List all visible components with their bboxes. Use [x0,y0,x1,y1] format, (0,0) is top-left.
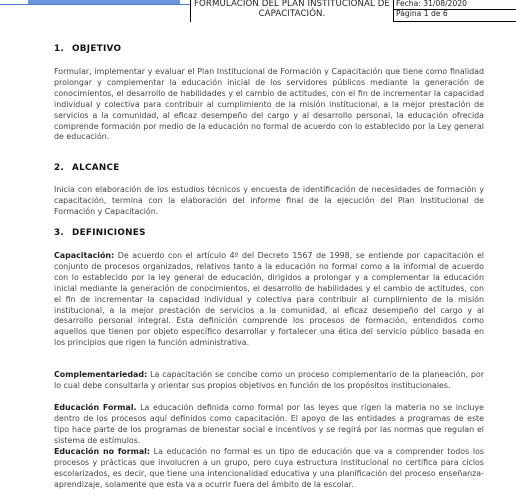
definition-text: La educación no formal es un tipo de educación que va a comprender todos los procesos y prácticas que involucren a un grupo, pero cuya estructura institucional no certifica para ciclos escolarizados, es decir, que tiene una intencionalidad educativa y una planificación del proceso enseñanza-aprendizaje, solamente que esta va a ocurrir fuera del ámbito de la escolar. [54,447,484,489]
definition-complementariedad [54,370,484,392]
section-title: OBJETIVO [72,44,122,54]
definition-text: La educación definida como formal por las leyes que rigen la materia no se incluye dentro de los procesos aquí definidos como capacitación. El apoyo de las entidades a programas de este tipo hace parte de los programas de bienestar social e incentivos y se regirá por las normas que regulan el sistema de estímulos. [54,403,484,445]
header-page-number: Página 1 de 6 [396,9,448,18]
definition-term: Complementariedad: [54,370,148,379]
document-header [0,0,516,22]
section-heading-definiciones [54,228,146,238]
header-logo-bar [28,0,180,4]
definition-text: La capacitación se concibe como un proceso complementario de la planeación, por lo cual debe consultarla y orientar sus propios objetivos en función de los propósitos institucionales. [54,370,484,390]
header-logo-area [0,0,190,5]
definition-educacion-no-formal [54,447,484,491]
definition-term: Capacitación: [54,251,115,260]
definition-educacion-formal [54,403,484,447]
objetivo-paragraph: Formular, implementar y evaluar el Plan Institucional de Formación y Capacitación que tiene como finalidad prolongar y complementar la educación inicial de los servidores públicos mediante la generación de conocimientos, el desarrollo de habilidades y el cambio de actitudes, con el fin de incrementar la capacidad individual y colectiva para contribuir al cumplimiento de la misión institucional, a la mejor prestación de servicios a la comunidad, al eficaz desempeño del cargo y al desarrollo personal, la educación ofrecida comprende formación por medio de la educación no formal de acuerdo con lo establecido por la Ley general de educación. [54,67,484,142]
section-title: ALCANCE [72,163,120,173]
header-rule [393,21,516,22]
section-number: 2. [54,163,65,173]
header-divider [190,0,191,22]
alcance-paragraph: Inicia con elaboración de los estudios técnicos y encuesta de identificación de necesidades de formación y capacitación, termina con la elaboración del informe final de la ejecución del Plan Institucional de Formación y Capacitación. [54,185,484,216]
section-title: DEFINICIONES [72,228,146,238]
section-number: 3. [54,228,65,238]
section-heading-alcance [54,163,120,173]
header-title: FORMULACIÓN DEL PLAN INSTITUCIONAL DE CAPACITACIÓN. [194,0,390,19]
section-heading-objetivo [54,44,121,54]
header-divider [393,0,394,22]
section-number: 1. [54,44,65,54]
definition-text: De acuerdo con el artículo 4º del Decreto 1567 de 1998, se entiende por capacitación el conjunto de procesos organizados, relativos tanto a la educación no formal como a la informal de acuerdo con lo establecido por la ley general de educación, dirigidos a prolongar y a complementar la educación inicial mediante la generación de conocimientos, el desarrollo de habilidades y el cambio de actitudes, con el fin de incrementar la capacidad individual y colectiva para contribuir al cumplimiento de la misión institucional, a la mejor prestación de servicios a la comunidad, al eficaz desempeño del cargo y al desarrollo personal integral. Esta definición comprende los procesos de formación, entendidos como aquellos que tienen por objeto específico desarrollar y fortalecer una ética del servicio público basada en los principios que rigen la función administrativa. [54,251,484,348]
definition-term: Educación Formal. [54,403,137,412]
header-date: Fecha: 31/08/2020 [396,0,468,8]
definition-capacitacion [54,251,484,349]
definition-term: Educación no formal: [54,447,151,456]
